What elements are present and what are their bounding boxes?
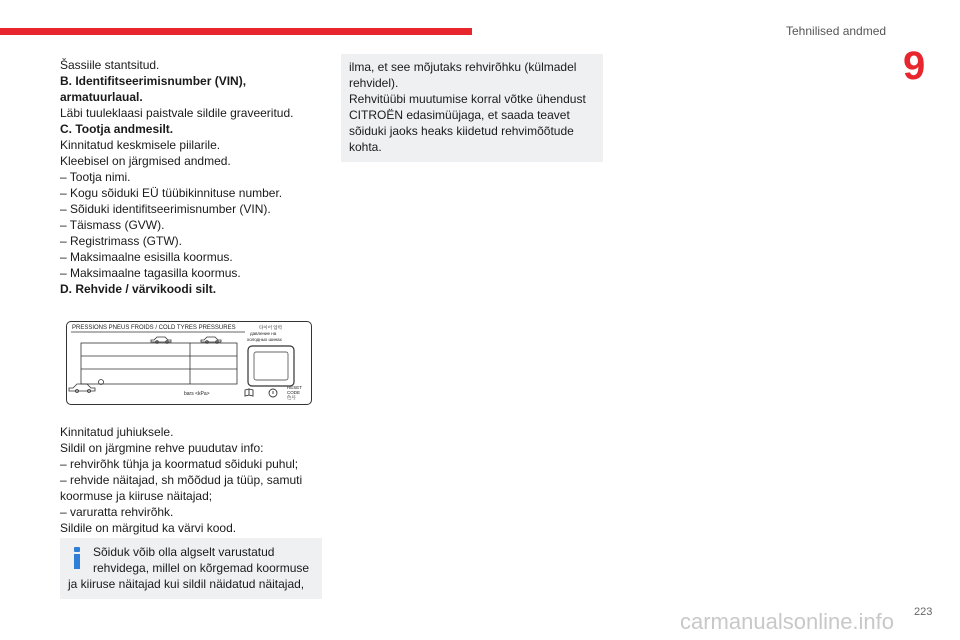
tyre-pressure-label-figure <box>66 321 312 405</box>
text-line: Sildile on märgitud ka värvi kood. <box>60 521 237 535</box>
info-note-box <box>60 538 322 599</box>
tyre-label-header: PRESSIONS PNEUS FROIDS / COLD TYRES PRESSURES <box>72 325 236 331</box>
list-item: – Kogu sõiduki EÜ tüübikinnituse number. <box>60 186 283 200</box>
text-line: Kleebisel on järgmised andmed. <box>60 154 231 168</box>
list-item: – Tootja nimi. <box>60 170 131 184</box>
note-line-1: Sõiduk võib olla algselt varustatud <box>93 545 275 559</box>
section-title: Tehnilised andmed <box>786 24 887 38</box>
text-line: Kinnitatud juhiuksele. <box>60 425 174 439</box>
watermark: carmanualsonline.info <box>680 609 895 634</box>
tyre-warning-icon <box>269 389 277 397</box>
text-line: Šassiile stantsitud. <box>60 58 160 72</box>
car-front-icon <box>151 337 171 343</box>
column-2-note-continuation <box>341 54 603 162</box>
tyre-label-code-3: 色号 <box>287 395 296 400</box>
heading-vin: B. Identifitseerimisnumber (VIN), armatuurlaual. <box>60 74 247 104</box>
column-1-text <box>60 57 322 297</box>
list-item: – rehvide näitajad, sh mõõdud ja tüüp, samuti koormuse ja kiiruse näitajad; <box>60 473 303 503</box>
note-line-2: rehvidega, millel on kõrgemad koormuse <box>93 561 310 575</box>
tyre-label-russian-1: давление на <box>250 331 277 336</box>
tyre-label-drawing <box>67 322 313 406</box>
heading-manufacturer-plate: C. Tootja andmesilt. <box>60 122 174 136</box>
text-line: Kinnitatud keskmisele piilarile. <box>60 138 221 152</box>
list-item: – Sõiduki identifitseerimisnumber (VIN). <box>60 202 271 216</box>
column-1-text-after-figure <box>60 424 322 536</box>
page-number: 223 <box>914 606 933 618</box>
text-line: ilma, et see mõjutaks rehvirõhku (külmadel rehvidel). <box>349 60 577 90</box>
note-line-3: ja kiiruse näitajad kui sildil näidatud näitajad, <box>68 577 305 591</box>
header-accent-bar <box>0 28 472 35</box>
info-icon <box>71 547 83 569</box>
tyre-label-korean: 타이어 압력 <box>259 325 282 330</box>
text-line: Sildil on järgmine rehve puudutav info: <box>60 441 264 455</box>
chapter-number: 9 <box>903 44 926 88</box>
tyre-label-units: bars <kPa> <box>184 391 210 397</box>
spare-wheel-car-icon <box>69 380 104 393</box>
list-item: – Täismass (GVW). <box>60 218 165 232</box>
list-item: – Maksimaalne esisilla koormus. <box>60 250 233 264</box>
heading-tyre-label: D. Rehvide / värvikoodi silt. <box>60 282 217 296</box>
list-item: – rehvirõhk tühja ja koormatud sõiduki puhul; <box>60 457 299 471</box>
tyre-label-code-2: CODE <box>287 390 301 395</box>
car-rear-icon <box>201 337 221 343</box>
tyre-label-code-1: RESET <box>287 385 303 390</box>
list-item: – Maksimaalne tagasilla koormus. <box>60 266 241 280</box>
manual-book-icon <box>245 389 253 396</box>
tyre-label-russian-2: холодных шинах <box>247 337 282 342</box>
list-item: – Registrimass (GTW). <box>60 234 183 248</box>
text-line: Läbi tuuleklaasi paistvale sildile graveeritud. <box>60 106 294 120</box>
list-item: – varuratta rehvirõhk. <box>60 505 174 519</box>
text-line: Rehvitüübi muutumise korral võtke ühendust CITROËN edasimüüjaga, et saada teavet sõiduki jaoks heaks kiidetud rehvimõõtude kohta. <box>349 92 586 154</box>
